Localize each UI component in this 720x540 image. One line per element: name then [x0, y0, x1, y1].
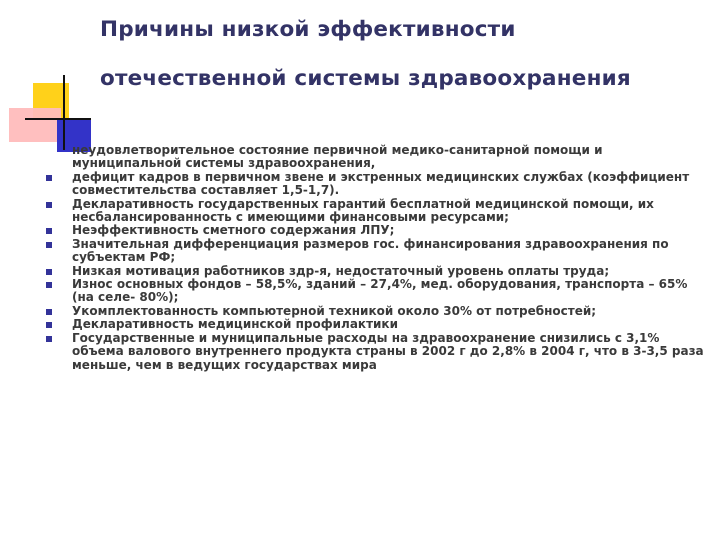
bullet-icon — [46, 242, 52, 248]
list-item — [72, 278, 708, 305]
decorative-horizontal-line — [25, 118, 91, 120]
bullet-icon — [46, 269, 52, 275]
list-item — [72, 332, 708, 372]
list-item-text: неудовлетворительное состояние первичной медико-санитарной помощи и муниципальной системы здравоохранения, — [72, 143, 603, 171]
list-item-text: Неэффективность сметного содержания ЛПУ; — [72, 223, 395, 238]
bullet-icon — [46, 322, 52, 328]
list-item-text: Государственные и муниципальные расходы на здравоохранение снизились с 3,1% объема валового внутреннего продукта страны в 2002 г до 2,8% в 2004 г, что в 3-3,5 раза меньше, чем в ведущих государствах мира — [72, 330, 704, 372]
list-item — [72, 305, 708, 318]
bullet-icon — [46, 336, 52, 342]
list-item — [72, 198, 708, 225]
bullet-list — [72, 144, 708, 372]
slide-title-line-1: Причины низкой эффективности — [100, 17, 516, 42]
list-item — [72, 265, 708, 278]
list-item — [72, 318, 708, 331]
list-item-text: Декларативность государственных гарантий бесплатной медицинской помощи, их несбалансированность с имеющими финансовыми ресурсами; — [72, 196, 654, 225]
bullet-icon — [46, 228, 52, 234]
list-item — [72, 224, 708, 237]
decorative-red-square — [9, 108, 61, 142]
list-item-text: Укомплектованность компьютерной техникой около 30% от потребностей; — [72, 303, 597, 318]
list-item — [72, 238, 708, 265]
bullet-icon — [46, 202, 52, 208]
decorative-vertical-line — [63, 75, 65, 150]
list-item-text: Декларативность медицинской профилактики — [72, 317, 398, 332]
list-item-text: Износ основных фондов – 58,5%, зданий – 27,4%, мед. оборудования, транспорта – 65% (на селе- 80%); — [72, 277, 688, 305]
list-item-text: Низкая мотивация работников здр-я, недостаточный уровень оплаты труда; — [72, 263, 610, 278]
slide-title-line-2: отечественной системы здравоохранения — [100, 66, 631, 91]
list-item-text: дефицит кадров в первичном звене и экстренных медицинских службах (коэффициент совместительства составляет 1,5-1,7). — [72, 169, 690, 198]
list-item — [72, 144, 708, 171]
list-item-text: Значительная дифференциация размеров гос. финансирования здравоохранения по субъектам РФ; — [72, 236, 669, 265]
bullet-icon — [46, 309, 52, 315]
bullet-icon — [46, 175, 52, 181]
bullet-icon — [46, 282, 52, 288]
list-item — [72, 171, 708, 198]
